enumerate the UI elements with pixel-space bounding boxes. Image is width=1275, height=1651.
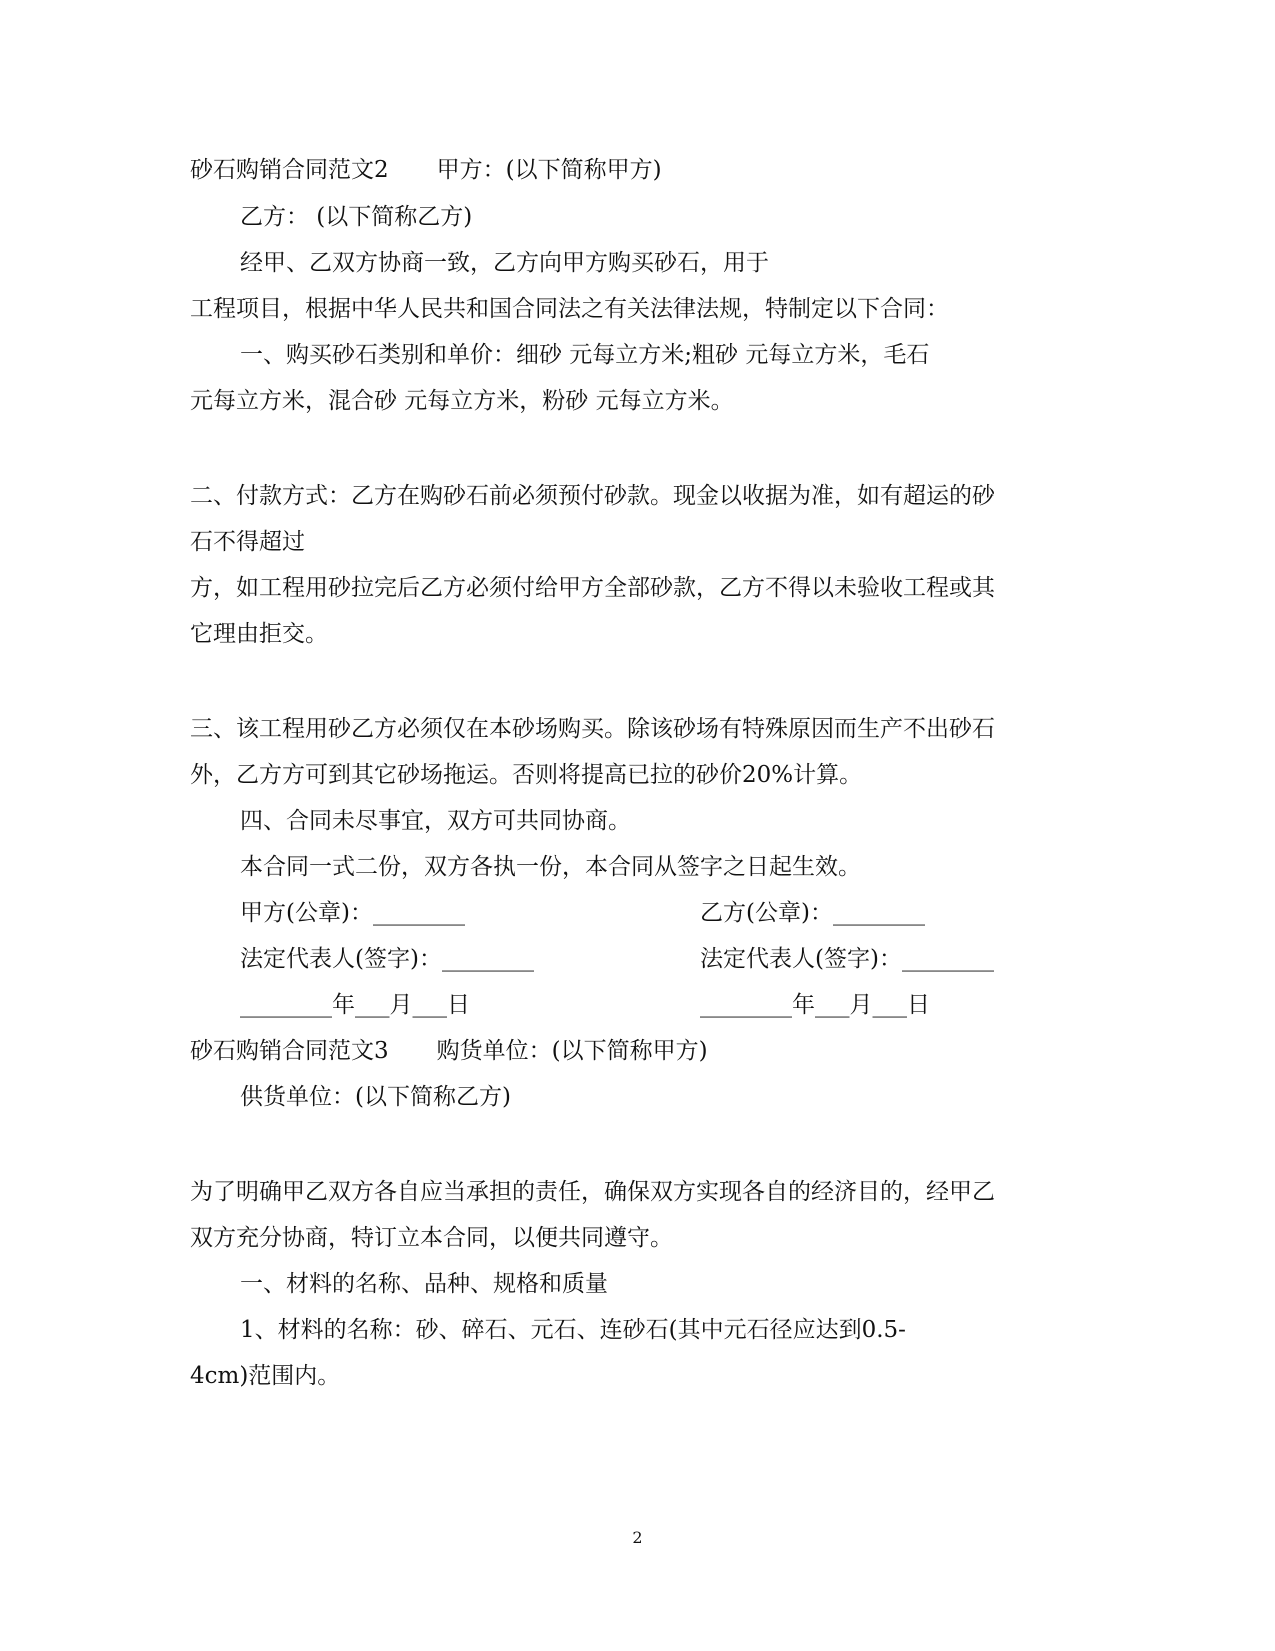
clause-3-line: 外，乙方方可到其它砂场拖运。否则将提高已拉的砂价20%计算。 xyxy=(190,762,863,788)
paragraph-line: 双方充分协商，特订立本合同，以便共同遵守。 xyxy=(190,1225,673,1251)
party-a-representative-field: 法定代表人(签字)：________ xyxy=(240,946,534,972)
clause-2-line: 方，如工程用砂拉完后乙方必须付给甲方全部砂款，乙方不得以未验收工程或其 xyxy=(190,575,995,601)
party-a-date-field: ________年___月___日 xyxy=(240,992,470,1018)
clause-2-line: 二、付款方式：乙方在购砂石前必须预付砂款。现金以收据为准，如有超运的砂 xyxy=(190,483,995,509)
heading-contract-3 xyxy=(190,1036,708,1066)
section-heading: 一、材料的名称、品种、规格和质量 xyxy=(240,1271,608,1297)
heading-contract-2 xyxy=(190,155,662,185)
material-line: 1、材料的名称：砂、碎石、元石、连砂石(其中元石径应达到0.5- xyxy=(240,1317,906,1343)
paragraph-line: 经甲、乙双方协商一致，乙方向甲方购买砂石，用于 xyxy=(240,250,769,276)
clause-1-line: 元每立方米，混合砂 元每立方米，粉砂 元每立方米。 xyxy=(190,388,734,414)
supplier-intro: 供货单位：(以下简称乙方) xyxy=(240,1084,511,1110)
party-a-seal-field: 甲方(公章)：________ xyxy=(240,900,465,926)
material-line: 4cm)范围内。 xyxy=(190,1363,341,1389)
clause-3-line: 三、该工程用砂乙方必须仅在本砂场购买。除该砂场有特殊原因而生产不出砂石 xyxy=(190,716,995,742)
party-b-seal-field: 乙方(公章)：________ xyxy=(700,900,925,926)
clause-2-line: 石不得超过 xyxy=(190,529,305,555)
party-a-intro: 甲方：(以下简称甲方) xyxy=(436,157,662,183)
page-number: 2 xyxy=(632,1528,643,1547)
party-b-date-field: ________年___月___日 xyxy=(700,992,930,1018)
party-b-intro: 乙方： (以下简称乙方) xyxy=(240,204,473,230)
party-b-representative-field: 法定代表人(签字)：________ xyxy=(700,946,994,972)
buyer-intro: 购货单位：(以下简称甲方) xyxy=(436,1038,708,1064)
paragraph-line: 为了明确甲乙双方各自应当承担的责任，确保双方实现各自的经济目的，经甲乙 xyxy=(190,1179,995,1205)
clause-4-line: 四、合同未尽事宜，双方可共同协商。 xyxy=(240,808,631,834)
paragraph-line: 工程项目，根据中华人民共和国合同法之有关法律法规，特制定以下合同： xyxy=(190,296,949,322)
closing-line: 本合同一式二份，双方各执一份，本合同从签字之日起生效。 xyxy=(240,854,861,880)
contract-2-title: 砂石购销合同范文2 xyxy=(190,157,389,183)
clause-2-line: 它理由拒交。 xyxy=(190,621,328,647)
clause-1-line: 一、购买砂石类别和单价：细砂 元每立方米;粗砂 元每立方米，毛石 xyxy=(240,342,930,368)
contract-3-title: 砂石购销合同范文3 xyxy=(190,1038,389,1064)
